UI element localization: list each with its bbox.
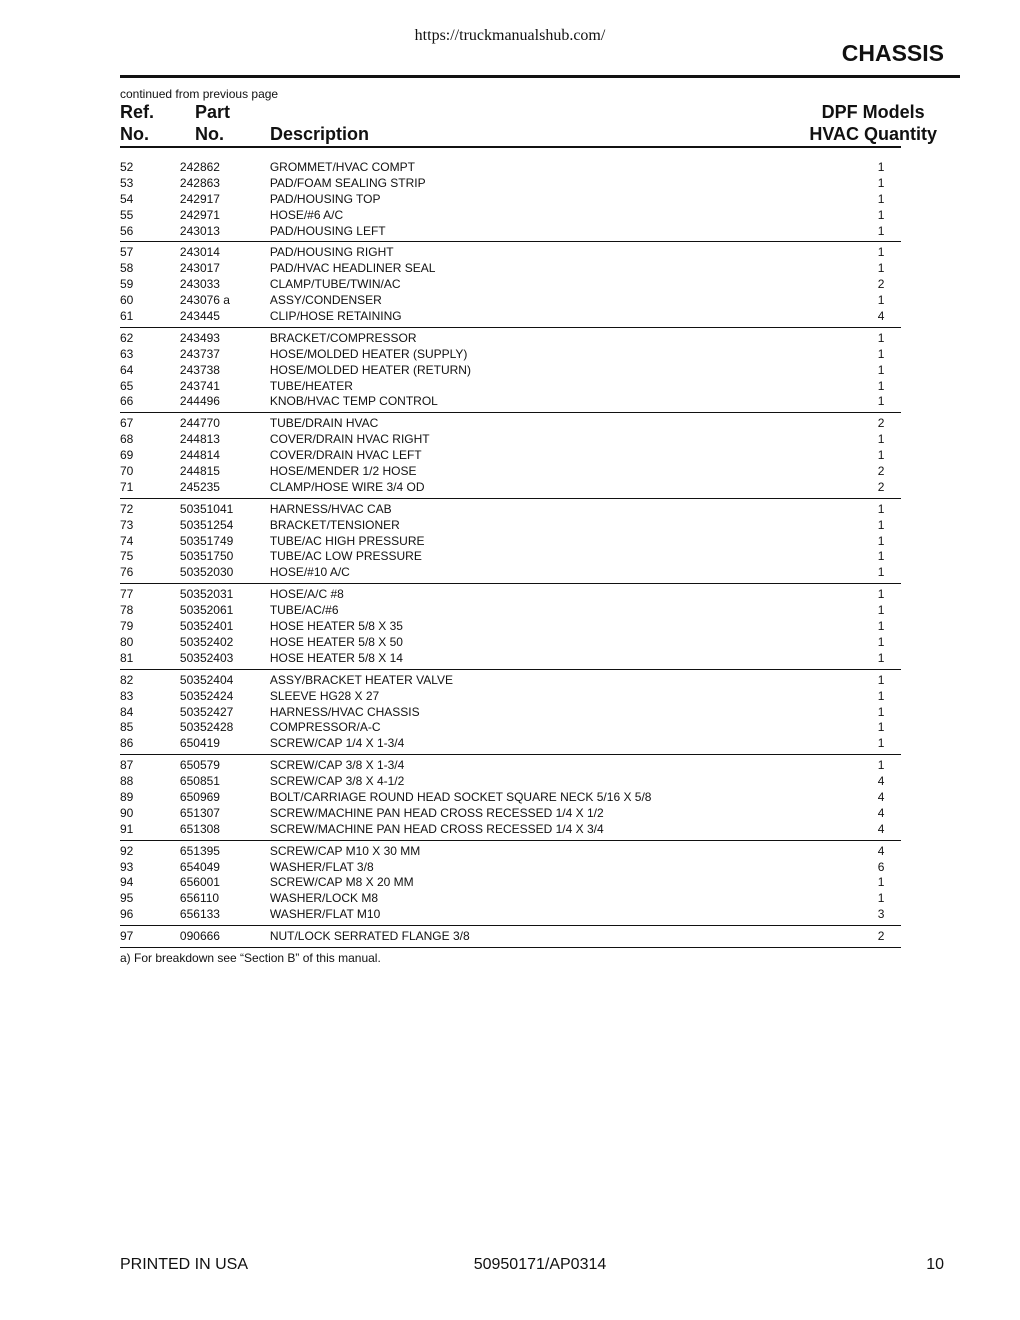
description: HOSE/#10 A/C — [269, 565, 350, 580]
part-number: 243737 — [179, 346, 220, 361]
ref-number: 72 — [120, 501, 134, 516]
ref-number: 93 — [120, 859, 134, 874]
header-rule — [120, 75, 960, 78]
table-row — [120, 860, 901, 876]
description: WASHER/LOCK M8 — [269, 891, 379, 906]
table-row — [120, 502, 901, 518]
part-number: 243741 — [179, 378, 220, 393]
table-row — [120, 480, 901, 496]
description: BRACKET/TENSIONER — [269, 517, 400, 532]
table-row — [120, 565, 901, 581]
table-row — [120, 379, 901, 395]
description: NUT/LOCK SERRATED FLANGE 3/8 — [269, 929, 470, 944]
part-number: 244815 — [179, 464, 220, 479]
quantity: 1 — [877, 330, 885, 345]
description: TUBE/AC HIGH PRESSURE — [269, 533, 425, 548]
ref-number: 55 — [120, 207, 134, 222]
table-row — [120, 929, 901, 945]
ref-number: 69 — [120, 448, 134, 463]
table-row — [120, 394, 901, 410]
table-row — [120, 587, 901, 603]
ref-number: 91 — [120, 821, 134, 836]
ref-number: 65 — [120, 378, 134, 393]
ref-number: 53 — [120, 175, 134, 190]
description: SCREW/CAP M10 X 30 MM — [269, 843, 421, 858]
quantity: 6 — [877, 859, 885, 874]
part-number: 50352424 — [179, 688, 234, 703]
quantity: 2 — [877, 479, 885, 494]
quantity: 2 — [877, 277, 885, 292]
description: CLIP/HOSE RETAINING — [269, 309, 402, 324]
ref-number: 94 — [120, 875, 134, 890]
description: KNOB/HVAC TEMP CONTROL — [269, 394, 438, 409]
ref-number: 64 — [120, 362, 134, 377]
table-row — [120, 790, 901, 806]
column-header-quantity — [809, 101, 937, 145]
ref-number: 68 — [120, 432, 134, 447]
ref-number: 66 — [120, 394, 134, 409]
description: COVER/DRAIN HVAC RIGHT — [269, 432, 430, 447]
table-row — [120, 689, 901, 705]
quantity: 1 — [877, 587, 885, 602]
part-number: 50352404 — [179, 672, 234, 687]
row-group — [120, 758, 901, 840]
table-row — [120, 705, 901, 721]
description: TUBE/AC/#6 — [269, 603, 339, 618]
table-row — [120, 208, 901, 224]
row-group — [120, 245, 901, 327]
quantity: 1 — [877, 891, 885, 906]
table-row — [120, 331, 901, 347]
description: SLEEVE HG28 X 27 — [269, 688, 380, 703]
part-number: 242971 — [179, 207, 220, 222]
ref-header-line2: No. — [120, 124, 149, 144]
part-number: 50351254 — [179, 517, 234, 532]
description: HOSE/MOLDED HEATER (RETURN) — [269, 362, 471, 377]
column-header-ref — [120, 101, 154, 145]
description: HARNESS/HVAC CHASSIS — [269, 704, 420, 719]
quantity: 1 — [877, 432, 885, 447]
description: TUBE/AC LOW PRESSURE — [269, 549, 422, 564]
part-number: 50352401 — [179, 619, 234, 634]
ref-number: 62 — [120, 330, 134, 345]
part-number: 242863 — [179, 175, 220, 190]
ref-header-line1: Ref. — [120, 102, 155, 122]
description: PAD/HOUSING TOP — [269, 191, 381, 206]
ref-number: 59 — [120, 277, 134, 292]
ref-number: 90 — [120, 805, 134, 820]
part-number: 656110 — [179, 891, 220, 906]
source-url[interactable]: https://truckmanualshub.com/ — [414, 27, 606, 44]
description: CLAMP/HOSE WIRE 3/4 OD — [269, 479, 425, 494]
quantity: 1 — [877, 175, 885, 190]
ref-number: 95 — [120, 891, 134, 906]
description: WASHER/FLAT M10 — [269, 907, 381, 922]
quantity: 1 — [877, 565, 885, 580]
table-row — [120, 673, 901, 689]
table-row — [120, 736, 901, 752]
part-number: 50352030 — [179, 565, 234, 580]
part-header-line2: No. — [195, 124, 224, 144]
description: HOSE HEATER 5/8 X 14 — [269, 650, 403, 665]
table-row — [120, 448, 901, 464]
description: TUBE/DRAIN HVAC — [269, 416, 379, 431]
quantity: 1 — [877, 448, 885, 463]
part-number: 650579 — [179, 758, 220, 773]
part-number: 50352427 — [179, 704, 234, 719]
part-header-line1: Part — [195, 102, 231, 122]
quantity: 1 — [877, 533, 885, 548]
table-row — [120, 619, 901, 635]
ref-number: 81 — [120, 650, 134, 665]
part-number: 243445 — [179, 309, 220, 324]
table-row — [120, 720, 901, 736]
row-group — [120, 587, 901, 669]
part-number: 090666 — [179, 929, 220, 944]
quantity: 2 — [877, 929, 885, 944]
quantity: 1 — [877, 378, 885, 393]
table-row — [120, 822, 901, 838]
quantity: 1 — [877, 394, 885, 409]
table-row — [120, 534, 901, 550]
footer-doc-number: 50950171/AP0314 — [473, 1256, 607, 1273]
description: SCREW/CAP 3/8 X 1-3/4 — [269, 758, 405, 773]
ref-number: 58 — [120, 261, 134, 276]
part-number: 50352402 — [179, 634, 234, 649]
quantity: 1 — [877, 758, 885, 773]
ref-number: 76 — [120, 565, 134, 580]
quantity: 1 — [877, 634, 885, 649]
quantity: 4 — [877, 805, 885, 820]
quantity: 4 — [877, 843, 885, 858]
ref-number: 77 — [120, 587, 134, 602]
row-group — [120, 929, 901, 948]
table-row — [120, 464, 901, 480]
part-number: 242862 — [179, 160, 220, 174]
part-number: 651308 — [179, 821, 220, 836]
part-number: 50351041 — [179, 501, 234, 516]
part-number: 656133 — [179, 907, 220, 922]
table-row — [120, 176, 901, 192]
table-row — [120, 875, 901, 891]
description: HOSE/A/C #8 — [269, 587, 344, 602]
ref-number: 52 — [120, 160, 134, 174]
quantity: 1 — [877, 191, 885, 206]
part-number: 50352031 — [179, 587, 234, 602]
part-number: 50352428 — [179, 720, 234, 735]
table-row — [120, 277, 901, 293]
description: PAD/HVAC HEADLINER SEAL — [269, 261, 436, 276]
table-row — [120, 635, 901, 651]
part-number: 244814 — [179, 448, 220, 463]
part-number: 243013 — [179, 223, 220, 238]
row-group — [120, 502, 901, 584]
quantity: 1 — [877, 875, 885, 890]
table-row — [120, 758, 901, 774]
quantity: 1 — [877, 346, 885, 361]
part-number: 243493 — [179, 330, 220, 345]
description: ASSY/CONDENSER — [269, 293, 382, 308]
table-row — [120, 432, 901, 448]
description: COVER/DRAIN HVAC LEFT — [269, 448, 422, 463]
table-row — [120, 293, 901, 309]
description: BOLT/CARRIAGE ROUND HEAD SOCKET SQUARE NECK 5/16 X 5/8 — [269, 789, 652, 804]
description: HOSE HEATER 5/8 X 50 — [269, 634, 403, 649]
table-row — [120, 907, 901, 923]
ref-number: 85 — [120, 720, 134, 735]
ref-number: 83 — [120, 688, 134, 703]
description: SCREW/CAP M8 X 20 MM — [269, 875, 414, 890]
table-row — [120, 891, 901, 907]
part-number: 243014 — [179, 245, 220, 260]
ref-number: 61 — [120, 309, 134, 324]
quantity: 1 — [877, 160, 885, 174]
column-header-part — [195, 101, 230, 145]
ref-number: 79 — [120, 619, 134, 634]
table-row — [120, 261, 901, 277]
part-number: 243033 — [179, 277, 220, 292]
description: HOSE/MOLDED HEATER (SUPPLY) — [269, 346, 468, 361]
part-number: 651395 — [179, 843, 220, 858]
quantity: 1 — [877, 501, 885, 516]
description: PAD/HOUSING LEFT — [269, 223, 386, 238]
quantity: 1 — [877, 704, 885, 719]
ref-number: 54 — [120, 191, 134, 206]
section-title: CHASSIS — [841, 40, 944, 66]
ref-number: 67 — [120, 416, 134, 431]
ref-number: 82 — [120, 672, 134, 687]
column-header-description: Description — [270, 124, 370, 144]
part-number: 650851 — [179, 774, 220, 789]
parts-table — [120, 160, 901, 965]
part-number: 654049 — [179, 859, 220, 874]
part-number: 650419 — [179, 736, 220, 751]
quantity: 4 — [877, 789, 885, 804]
part-number: 50351749 — [179, 533, 234, 548]
table-row — [120, 192, 901, 208]
table-row — [120, 806, 901, 822]
quantity: 3 — [877, 907, 885, 922]
description: WASHER/FLAT 3/8 — [269, 859, 374, 874]
quantity: 1 — [877, 672, 885, 687]
table-row — [120, 347, 901, 363]
row-group — [120, 673, 901, 755]
quantity: 1 — [877, 619, 885, 634]
ref-number: 73 — [120, 517, 134, 532]
description: COMPRESSOR/A-C — [269, 720, 381, 735]
quantity: 1 — [877, 245, 885, 260]
ref-number: 89 — [120, 789, 134, 804]
ref-number: 86 — [120, 736, 134, 751]
description: GROMMET/HVAC COMPT — [269, 160, 415, 174]
table-row — [120, 844, 901, 860]
table-row — [120, 309, 901, 325]
quantity: 1 — [877, 223, 885, 238]
ref-number: 96 — [120, 907, 134, 922]
qty-header-line2: HVAC Quantity — [809, 124, 937, 144]
description: SCREW/MACHINE PAN HEAD CROSS RECESSED 1/4 X 1/2 — [269, 805, 604, 820]
quantity: 1 — [877, 688, 885, 703]
table-row — [120, 774, 901, 790]
quantity: 1 — [877, 293, 885, 308]
column-header-rule — [120, 146, 901, 148]
table-row — [120, 518, 901, 534]
quantity: 1 — [877, 362, 885, 377]
part-number: 651307 — [179, 805, 220, 820]
table-row — [120, 160, 901, 176]
part-number: 243076 a — [179, 293, 230, 308]
quantity: 1 — [877, 720, 885, 735]
table-row — [120, 363, 901, 379]
ref-number: 97 — [120, 929, 134, 944]
row-group — [120, 416, 901, 498]
ref-number: 80 — [120, 634, 134, 649]
part-number: 244496 — [179, 394, 220, 409]
quantity: 1 — [877, 736, 885, 751]
part-number: 656001 — [179, 875, 220, 890]
ref-number: 63 — [120, 346, 134, 361]
quantity: 4 — [877, 309, 885, 324]
ref-number: 71 — [120, 479, 134, 494]
table-row — [120, 416, 901, 432]
description: HOSE/#6 A/C — [269, 207, 344, 222]
part-number: 243738 — [179, 362, 220, 377]
footer-printed: PRINTED IN USA — [120, 1256, 249, 1273]
part-number: 245235 — [179, 479, 220, 494]
ref-number: 57 — [120, 245, 134, 260]
ref-number: 56 — [120, 223, 134, 238]
description: SCREW/CAP 1/4 X 1-3/4 — [269, 736, 405, 751]
ref-number: 78 — [120, 603, 134, 618]
description: TUBE/HEATER — [269, 378, 353, 393]
description: CLAMP/TUBE/TWIN/AC — [269, 277, 401, 292]
quantity: 1 — [877, 603, 885, 618]
description: PAD/HOUSING RIGHT — [269, 245, 394, 260]
ref-number: 84 — [120, 704, 134, 719]
table-row — [120, 603, 901, 619]
table-row — [120, 651, 901, 667]
ref-number: 70 — [120, 464, 134, 479]
quantity: 2 — [877, 464, 885, 479]
footnote: a) For breakdown see “Section B” of this manual. — [120, 950, 381, 965]
quantity: 1 — [877, 207, 885, 222]
quantity: 1 — [877, 650, 885, 665]
part-number: 50352403 — [179, 650, 234, 665]
description: HOSE/MENDER 1/2 HOSE — [269, 464, 417, 479]
table-row — [120, 549, 901, 565]
quantity: 4 — [877, 821, 885, 836]
row-group — [120, 160, 901, 242]
description: HARNESS/HVAC CAB — [269, 501, 392, 516]
quantity: 1 — [877, 261, 885, 276]
qty-header-line1: DPF Models — [821, 102, 925, 122]
ref-number: 87 — [120, 758, 134, 773]
description: HOSE HEATER 5/8 X 35 — [269, 619, 403, 634]
page-number: 10 — [926, 1256, 944, 1273]
quantity: 1 — [877, 517, 885, 532]
row-group — [120, 844, 901, 926]
part-number: 243017 — [179, 261, 220, 276]
quantity: 1 — [877, 549, 885, 564]
part-number: 50351750 — [179, 549, 234, 564]
ref-number: 74 — [120, 533, 134, 548]
ref-number: 92 — [120, 843, 134, 858]
ref-number: 60 — [120, 293, 134, 308]
description: PAD/FOAM SEALING STRIP — [269, 175, 426, 190]
part-number: 244813 — [179, 432, 220, 447]
ref-number: 88 — [120, 774, 134, 789]
table-row — [120, 245, 901, 261]
ref-number: 75 — [120, 549, 134, 564]
part-number: 50352061 — [179, 603, 234, 618]
description: ASSY/BRACKET HEATER VALVE — [269, 672, 453, 687]
table-row — [120, 224, 901, 240]
quantity: 4 — [877, 774, 885, 789]
description: SCREW/CAP 3/8 X 4-1/2 — [269, 774, 405, 789]
continued-note: continued from previous page — [120, 87, 279, 101]
quantity: 2 — [877, 416, 885, 431]
description: BRACKET/COMPRESSOR — [269, 330, 417, 345]
part-number: 244770 — [179, 416, 220, 431]
part-number: 242917 — [179, 191, 220, 206]
description: SCREW/MACHINE PAN HEAD CROSS RECESSED 1/4 X 3/4 — [269, 821, 604, 836]
row-group — [120, 331, 901, 413]
part-number: 650969 — [179, 789, 220, 804]
